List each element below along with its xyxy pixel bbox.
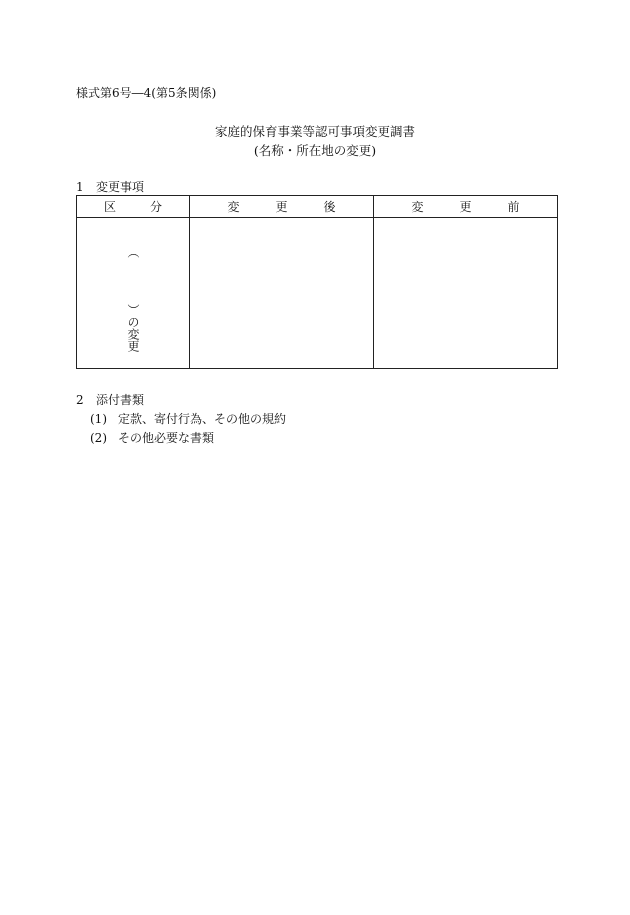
after-change-cell[interactable] [190,218,374,369]
section-1-number: 1 [76,180,84,194]
category-cell [77,218,190,369]
header-before-change: 変 更 前 [374,196,558,218]
section-2-heading [76,391,144,408]
category-label-text: ︶の変更 [126,304,140,352]
section-1-title: 変更事項 [96,180,145,194]
before-change-cell[interactable] [374,218,558,369]
document-subtitle: (名称・所在地の変更) [253,143,377,158]
form-number: 様式第6号―4(第5条関係) [76,86,217,100]
header-category: 区 分 [77,196,190,218]
list-item: (2) その他必要な書類 [90,431,215,445]
table-row [77,218,558,369]
change-items-table [76,195,558,369]
section-2-title: 添付書類 [96,393,145,407]
table-header-row [77,196,558,218]
section-1-heading [76,178,144,195]
category-paren-open: ︵ [126,246,140,258]
document-title: 家庭的保育事業等認可事項変更調書 [214,124,415,139]
header-after-change: 変 更 後 [190,196,374,218]
section-2-number: 2 [76,393,84,407]
category-vertical-label [127,246,139,366]
attachment-list [90,410,286,448]
list-item: (1) 定款、寄付行為、その他の規約 [90,412,287,426]
